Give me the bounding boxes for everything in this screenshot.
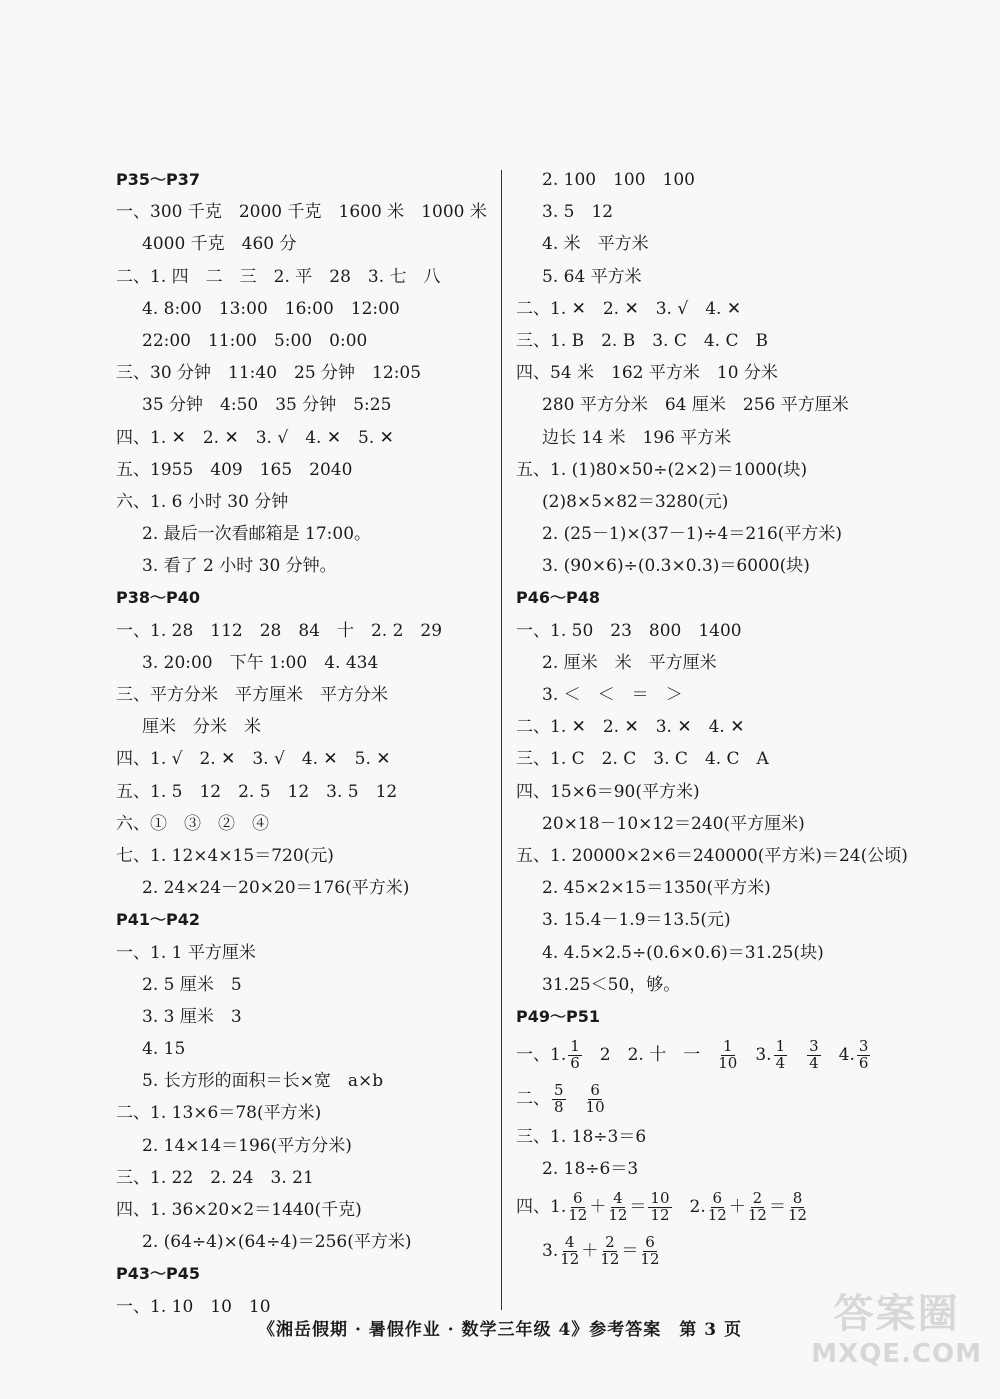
answer-line: 3. ＜ ＜ ＝ ＞ [542,685,683,705]
answer-line: 三、1. 22 2. 24 3. 21 [116,1167,314,1188]
denominator: 6 [570,1053,580,1072]
answer-line: 一、1. 10 10 10 [116,1296,271,1317]
fraction [568,1191,587,1224]
answer-line: 五、1. 5 12 2. 5 12 3. 5 12 [116,781,398,802]
section-heading: P41～P42 [116,910,200,930]
item-label: 4. [838,1044,855,1065]
answer-line: 5. 长方形的面积＝长×宽 a×b [142,1071,384,1092]
section-heading: P43～P45 [116,1264,200,1284]
answer-line: 五、1. 20000×2×6＝240000(平方米)＝24(公顷) [516,845,908,866]
answer-line: 厘米 分米 米 [142,717,261,738]
answer-line: 3. 3 厘米 3 [142,1006,242,1027]
fraction [708,1191,727,1224]
denominator: 10 [585,1097,605,1116]
answer-line: 五、1. (1)80×50÷(2×2)＝1000(块) [516,459,808,480]
denominator: 12 [747,1205,767,1224]
fraction [807,1036,821,1072]
denominator: 10 [718,1053,738,1072]
denominator: 4 [809,1053,819,1072]
answer-line: 四、15×6＝90(平方米) [516,781,700,802]
section-heading: P49～P51 [516,1006,600,1026]
numerator: 6 [590,1080,600,1099]
answer-line: 四、1. √ 2. ✕ 3. √ 4. ✕ 5. ✕ [116,749,391,770]
answer-line: 4. 15 [142,1039,186,1060]
answer-line: 2. 45×2×15＝1350(平方米) [542,878,771,899]
equals-sign: ＝ [629,1197,647,1218]
answer-line: 四、1. 36×20×2＝1440(千克) [116,1200,362,1220]
fraction [788,1191,807,1224]
answer-line: 三、30 分钟 11:40 25 分钟 12:05 [116,363,422,384]
answer-line: 六、① ③ ② ④ [116,813,269,834]
answer-line: 三、1. B 2. B 3. C 4. C B [516,330,768,351]
section-heading: P35～P37 [116,170,200,189]
fraction [718,1036,738,1072]
item-label: 2. [689,1197,706,1218]
fraction [774,1036,788,1072]
denominator: 12 [650,1205,670,1224]
plus-sign: ＋ [581,1241,599,1262]
denominator: 8 [554,1097,564,1116]
answer-line: 边长 14 米 196 平方米 [542,427,732,448]
denominator: 12 [787,1205,808,1224]
right-column [516,164,966,1273]
answer-line: 2. 最后一次看邮箱是 17:00。 [142,524,372,545]
fraction [857,1036,871,1072]
answer-line: 五、1955 409 165 2040 [116,459,353,480]
numerator: 5 [554,1080,564,1099]
watermark-site-text: MXQE.COM [811,1339,982,1369]
fraction-answer-line [516,1033,966,1077]
answer-line: 2. 24×24－20×20＝176(平方米) [142,878,410,899]
item-label: 一、1. [516,1044,567,1065]
numerator: 10 [650,1189,670,1208]
answer-line: 七、1. 12×4×15＝720(元) [116,845,334,866]
answer-line: 2. 18÷6＝3 [542,1159,639,1180]
answer-line: (2)8×5×82＝3280(元) [542,491,729,512]
numerator: 2 [605,1233,615,1252]
answer-line: 一、300 千克 2000 千克 1600 米 1000 米 [116,202,487,223]
fraction-answer-line [516,1185,966,1229]
fraction [600,1235,619,1268]
plus-sign: ＋ [728,1197,746,1218]
denominator: 12 [568,1205,588,1224]
answer-line: 280 平方分米 64 厘米 256 平方厘米 [542,395,849,416]
page-footer: 《湘岳假期 · 暑假作业 · 数学三年级 4》参考答案 第 3 页 [258,1320,742,1340]
section-heading: P46～P48 [516,588,600,608]
denominator: 12 [608,1205,628,1224]
fraction [648,1191,671,1224]
item-label: 3. [755,1044,772,1065]
answer-line: 一、1. 50 23 800 1400 [516,620,742,641]
answer-line: 三、1. 18÷3＝6 [516,1127,647,1148]
answer-line: 20×18－10×12＝240(平方厘米) [542,813,805,834]
denominator: 12 [707,1205,727,1224]
numerator: 8 [792,1189,803,1208]
answer-text: 2 2. 十 一 [599,1044,701,1065]
numerator: 4 [565,1233,575,1252]
answer-line: 3. 5 12 [542,202,614,223]
numerator: 3 [858,1036,869,1055]
plus-sign: ＋ [589,1197,607,1218]
fraction [568,1036,582,1072]
answer-line: 4000 千克 460 分 [142,234,297,255]
fraction [748,1191,767,1224]
equals-sign: ＝ [621,1241,639,1262]
watermark-logo-text: 答案圈 [833,1291,960,1337]
answer-line: 3. 看了 2 小时 30 分钟。 [142,556,337,577]
item-label: 二、 [516,1088,550,1109]
numerator: 4 [613,1189,623,1208]
answer-line: 3. 20:00 下午 1:00 4. 434 [142,652,379,673]
fraction-answer-line [516,1229,966,1273]
answer-line: 2. 100 100 100 [542,170,695,190]
answer-line: 3. (90×6)÷(0.3×0.3)＝6000(块) [542,556,810,577]
fraction [560,1235,579,1268]
answer-line: 2. 厘米 米 平方厘米 [542,652,717,673]
denominator: 4 [775,1053,786,1072]
numerator: 6 [645,1233,655,1252]
answer-line: 5. 64 平方米 [542,266,642,287]
answer-line: 一、1. 28 112 28 84 十 2. 2 29 [116,620,443,641]
answer-line: 二、1. ✕ 2. ✕ 3. ✕ 4. ✕ [516,717,745,738]
item-label: 3. [542,1241,559,1262]
answer-line: 三、1. C 2. C 3. C 4. C A [516,749,769,770]
answer-line: 4. 8:00 13:00 16:00 12:00 [142,298,400,319]
numerator: 3 [809,1036,819,1055]
answer-line: 3. 15.4－1.9＝13.5(元) [542,910,731,931]
answer-line: 31.25＜50，够。 [542,974,681,995]
numerator: 2 [752,1189,763,1208]
answer-line: 2. 5 厘米 5 [142,974,242,995]
answer-line: 22:00 11:00 5:00 0:00 [142,330,368,351]
fraction [608,1191,627,1224]
answer-line: 四、54 米 162 平方米 10 分米 [516,363,778,384]
section-heading: P38～P40 [116,588,200,608]
numerator: 6 [573,1189,583,1208]
answer-line: 4. 米 平方米 [542,234,649,255]
fraction-answer-line [516,1077,966,1121]
numerator: 1 [723,1036,733,1055]
fraction [640,1235,659,1268]
denominator: 6 [858,1053,869,1072]
answer-line: 35 分钟 4:50 35 分钟 5:25 [142,395,392,416]
fraction [552,1080,566,1116]
denominator: 12 [640,1249,660,1268]
numerator: 1 [775,1036,786,1055]
answer-line: 2. (64÷4)×(64÷4)＝256(平方米) [142,1232,412,1253]
answer-line: 六、1. 6 小时 30 分钟 [116,491,289,512]
answer-line: 三、平方分米 平方厘米 平方分米 [116,685,388,705]
fraction [585,1080,605,1116]
answer-line: 二、1. 13×6＝78(平方米) [116,1103,322,1124]
column-divider [501,170,502,1310]
equals-sign: ＝ [768,1197,786,1218]
watermark [811,1282,982,1369]
numerator: 6 [712,1189,723,1208]
numerator: 1 [570,1036,580,1055]
answer-line: 四、1. ✕ 2. ✕ 3. √ 4. ✕ 5. ✕ [116,427,394,448]
answer-line: 4. 4.5×2.5÷(0.6×0.6)＝31.25(块) [542,942,824,963]
answer-line: 二、1. ✕ 2. ✕ 3. √ 4. ✕ [516,298,742,319]
left-column [116,164,486,1323]
answer-line: 2. 14×14＝196(平方分米) [142,1135,352,1156]
denominator: 12 [600,1249,620,1268]
answer-line: 2. (25－1)×(37－1)÷4＝216(平方米) [542,524,843,545]
denominator: 12 [560,1249,580,1268]
answer-line: 一、1. 1 平方厘米 [116,942,256,963]
item-label: 四、1. [516,1197,567,1218]
answer-line: 二、1. 四 二 三 2. 平 28 3. 七 八 [116,266,441,287]
